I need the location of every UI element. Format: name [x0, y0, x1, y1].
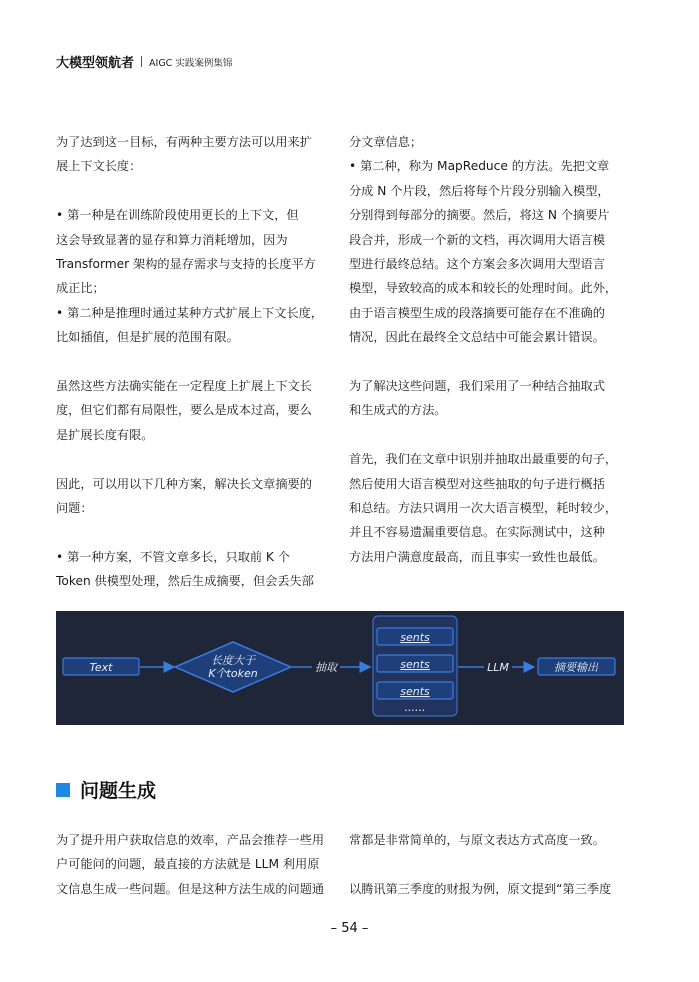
decision-label-line2: K个token — [208, 667, 258, 680]
text-line: 因此，可以用以下几种方案，解决长文章摘要的 — [56, 476, 312, 491]
text-line: 是扩展长度有限。 — [56, 427, 154, 442]
text-line: 展上下文长度： — [56, 159, 142, 174]
text-line: 文信息生成一些问题。但是这种方法生成的问题通 — [56, 881, 325, 896]
paragraph-gap — [349, 350, 625, 374]
text-line: 比如插值，但是扩展的范围有限。 — [56, 330, 239, 345]
text-line: 度，但它们都有局限性，要么是成本过高，要么 — [56, 403, 312, 418]
running-header — [56, 52, 232, 71]
paragraph-gap — [56, 179, 332, 203]
section-column-left — [56, 828, 332, 901]
text-line: 然后使用大语言模型对这些抽取的句子进行概括 — [349, 476, 605, 491]
text-line: 户可能问的问题，最直接的方法就是 LLM 利用原 — [56, 857, 320, 872]
text-line: 段合并，形成一个新的文档，再次调用大语言模 — [349, 232, 605, 247]
llm-label: LLM — [487, 661, 509, 674]
paragraph-gap — [349, 423, 625, 447]
section-title: 问题生成 — [80, 780, 157, 802]
text-line: 分成 N 个片段，然后将每个片段分别输入模型， — [349, 183, 610, 198]
text-line: 虽然这些方法确实能在一定程度上扩展上下文长 — [56, 379, 312, 394]
body-column-left — [56, 130, 332, 594]
text-line: Transformer 架构的显存需求与支持的长度平方 — [56, 257, 316, 272]
text-line: • 第二种是推理时通过某种方式扩展上下文长度， — [56, 305, 323, 320]
input-text-label: Text — [89, 661, 113, 674]
sentence-label-1: sents — [400, 631, 430, 644]
section-marker-icon — [56, 783, 70, 797]
text-line: 分文章信息； — [349, 135, 423, 149]
text-line: 型进行最终总结。这个方案会多次调用大型语言 — [349, 257, 605, 272]
summary-pipeline-diagram — [56, 611, 624, 725]
text-line: 成正比； — [56, 281, 105, 296]
text-line: 情况，因此在最终全文总结中可能会累计错误。 — [349, 330, 605, 345]
header-brand: 大模型领航者 — [56, 56, 135, 71]
extract-label: 抽取 — [315, 661, 337, 674]
header-subtitle: AIGC 实践案例集锦 — [149, 57, 233, 69]
page-number: – 54 – — [330, 921, 369, 936]
text-line: 模型，导致较高的成本和较长的处理时间。此外， — [349, 281, 618, 296]
diagram-canvas — [56, 611, 624, 725]
text-line: 首先，我们在文章中识别并抽取出最重要的句子， — [349, 452, 618, 467]
sentence-ellipsis: ...... — [404, 701, 426, 714]
text-line: 由于语言模型生成的段落摘要可能存在不准确的 — [349, 305, 605, 320]
section-column-right — [349, 828, 625, 901]
paragraph-gap — [56, 447, 332, 471]
text-line: 和生成式的方法。 — [349, 403, 447, 418]
text-line: 为了解决这些问题，我们采用了一种结合抽取式 — [349, 379, 605, 394]
text-line: 方法用户满意度最高，而且事实一致性也最低。 — [349, 549, 605, 564]
text-line: • 第二种，称为 MapReduce 的方法。先把文章 — [349, 159, 610, 174]
header-divider — [141, 56, 142, 67]
text-line: 这会导致显著的显存和算力消耗增加，因为 — [56, 232, 288, 247]
text-line: 以腾讯第三季度的财报为例，原文提到“第三季度 — [349, 881, 612, 896]
body-column-right — [349, 130, 625, 569]
text-line: 问题： — [56, 501, 93, 516]
text-line: 和总结。方法只调用一次大语言模型，耗时较少， — [349, 501, 618, 516]
text-line: 为了提升用户获取信息的效率，产品会推荐一些用 — [56, 833, 325, 847]
paragraph-gap — [56, 350, 332, 374]
output-label: 摘要输出 — [554, 661, 598, 674]
sentence-label-3: sents — [400, 685, 430, 698]
paragraph-gap — [56, 520, 332, 544]
sentence-label-2: sents — [400, 658, 430, 671]
text-line: 常都是非常简单的，与原文表达方式高度一致。 — [349, 833, 605, 847]
text-line: 为了达到这一目标，有两种主要方法可以用来扩 — [56, 135, 312, 149]
text-line: • 第一种是在训练阶段使用更长的上下文，但 — [56, 208, 299, 223]
section-heading — [56, 776, 156, 803]
text-line: 分别得到每部分的摘要。然后，将这 N 个摘要片 — [349, 208, 610, 223]
paragraph-gap — [349, 852, 625, 876]
text-line: 并且不容易遗漏重要信息。在实际测试中，这种 — [349, 525, 605, 540]
text-line: • 第一种方案，不管文章多长，只取前 K 个 — [56, 549, 290, 564]
decision-label-line1: 长度大于 — [211, 654, 255, 667]
text-line: Token 供模型处理，然后生成摘要，但会丢失部 — [56, 574, 314, 589]
